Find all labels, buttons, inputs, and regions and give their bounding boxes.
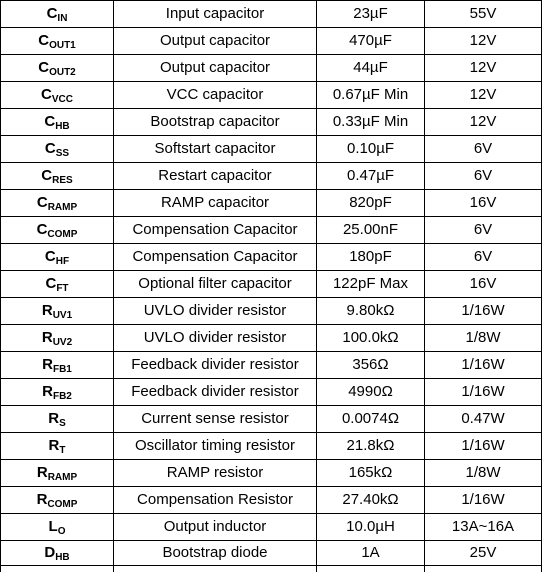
component-rating: 55V: [425, 1, 542, 28]
designator-subscript: O: [57, 526, 66, 537]
designator-subscript: RAMP: [47, 202, 78, 213]
component-rating: 1/16W: [425, 487, 542, 514]
reference-designator: [1, 136, 114, 163]
table-row: [1, 190, 542, 217]
designator-symbol: R: [41, 302, 53, 319]
component-value: 10.0µH: [317, 514, 425, 541]
table-row: [1, 514, 542, 541]
table-row: [1, 406, 542, 433]
table-row: [1, 298, 542, 325]
component-rating: 12V: [425, 55, 542, 82]
designator-symbol: C: [44, 113, 56, 130]
component-rating: 16V: [425, 190, 542, 217]
reference-designator: [1, 271, 114, 298]
reference-designator: [1, 82, 114, 109]
reference-designator: [1, 433, 114, 460]
component-rating: 1/16W: [425, 298, 542, 325]
reference-designator: [1, 244, 114, 271]
empty-cell: [1, 566, 114, 572]
designator-symbol: C: [45, 275, 57, 292]
table-row: [1, 271, 542, 298]
component-description: Bootstrap capacitor: [114, 109, 317, 136]
empty-cell: [317, 566, 425, 572]
designator-subscript: SS: [55, 148, 70, 159]
empty-cell: [114, 566, 317, 572]
reference-designator: [1, 325, 114, 352]
reference-designator: [1, 28, 114, 55]
designator-symbol: C: [36, 194, 48, 211]
table-row-cutoff: [1, 566, 542, 572]
component-rating: 13A~16A: [425, 514, 542, 541]
designator-subscript: S: [59, 418, 66, 429]
designator-symbol: C: [36, 221, 48, 238]
designator-symbol: C: [38, 32, 50, 49]
empty-cell: [425, 566, 542, 572]
component-value: 21.8kΩ: [317, 433, 425, 460]
reference-designator: [1, 352, 114, 379]
component-rating: 6V: [425, 244, 542, 271]
designator-symbol: C: [41, 86, 52, 103]
component-value: 180pF: [317, 244, 425, 271]
table-row: [1, 460, 542, 487]
component-value: 9.80kΩ: [317, 298, 425, 325]
designator-symbol: R: [48, 437, 60, 454]
table-row: [1, 487, 542, 514]
designator-subscript: FT: [56, 283, 69, 294]
component-table-body: [1, 1, 542, 572]
component-value: 0.47µF: [317, 163, 425, 190]
component-value: 100.0kΩ: [317, 325, 425, 352]
table-row: [1, 325, 542, 352]
designator-symbol: R: [48, 410, 60, 427]
table-row: [1, 1, 542, 28]
component-description: RAMP resistor: [114, 460, 317, 487]
component-rating: 12V: [425, 109, 542, 136]
table-row: [1, 217, 542, 244]
designator-subscript: FB2: [52, 391, 72, 402]
designator-symbol: R: [41, 329, 53, 346]
reference-designator: [1, 379, 114, 406]
component-description: Feedback divider resistor: [114, 379, 317, 406]
component-value: 0.10µF: [317, 136, 425, 163]
reference-designator: [1, 217, 114, 244]
component-description: Current sense resistor: [114, 406, 317, 433]
component-rating: 6V: [425, 136, 542, 163]
table-row: [1, 541, 542, 566]
designator-symbol: R: [36, 464, 48, 481]
component-value: 165kΩ: [317, 460, 425, 487]
designator-subscript: UV1: [52, 310, 73, 321]
designator-subscript: RAMP: [47, 472, 78, 483]
component-description: Output capacitor: [114, 28, 317, 55]
component-description: RAMP capacitor: [114, 190, 317, 217]
reference-designator: [1, 109, 114, 136]
designator-subscript: COMP: [47, 499, 78, 510]
component-value: 0.33µF Min: [317, 109, 425, 136]
designator-symbol: C: [46, 5, 58, 22]
component-rating: 1/16W: [425, 433, 542, 460]
designator-symbol: C: [44, 140, 56, 157]
reference-designator: [1, 514, 114, 541]
component-value: 1A: [317, 541, 425, 566]
component-value: 4990Ω: [317, 379, 425, 406]
component-rating: 6V: [425, 217, 542, 244]
component-rating: 12V: [425, 82, 542, 109]
component-value: 23µF: [317, 1, 425, 28]
designator-symbol: L: [48, 518, 58, 535]
component-value: 27.40kΩ: [317, 487, 425, 514]
designator-symbol: C: [44, 248, 56, 265]
component-value: 44µF: [317, 55, 425, 82]
designator-symbol: C: [38, 59, 50, 76]
component-rating: 12V: [425, 28, 542, 55]
component-value: 820pF: [317, 190, 425, 217]
component-value: 25.00nF: [317, 217, 425, 244]
component-description: VCC capacitor: [114, 82, 317, 109]
component-rating: 6V: [425, 163, 542, 190]
component-description: Input capacitor: [114, 1, 317, 28]
reference-designator: [1, 487, 114, 514]
designator-subscript: UV2: [52, 337, 73, 348]
designator-subscript: IN: [57, 13, 68, 24]
component-rating: 1/16W: [425, 352, 542, 379]
component-description: Output capacitor: [114, 55, 317, 82]
designator-subscript: HB: [55, 552, 70, 563]
designator-subscript: T: [59, 445, 66, 456]
designator-subscript: OUT2: [49, 67, 76, 78]
component-value: 0.67µF Min: [317, 82, 425, 109]
designator-symbol: R: [42, 383, 53, 400]
reference-designator: [1, 460, 114, 487]
reference-designator: [1, 298, 114, 325]
designator-symbol: R: [36, 491, 48, 508]
table-row: [1, 352, 542, 379]
reference-designator: [1, 55, 114, 82]
component-rating: 1/16W: [425, 379, 542, 406]
component-rating: 0.47W: [425, 406, 542, 433]
component-rating: 1/8W: [425, 325, 542, 352]
table-row: [1, 82, 542, 109]
table-row: [1, 379, 542, 406]
component-description: Feedback divider resistor: [114, 352, 317, 379]
component-value: 122pF Max: [317, 271, 425, 298]
component-rating: 1/8W: [425, 460, 542, 487]
table-row: [1, 28, 542, 55]
component-description: Compensation Capacitor: [114, 217, 317, 244]
component-description: Compensation Resistor: [114, 487, 317, 514]
designator-subscript: HF: [55, 256, 70, 267]
designator-symbol: C: [41, 167, 53, 184]
reference-designator: [1, 163, 114, 190]
reference-designator: [1, 190, 114, 217]
table-row: [1, 55, 542, 82]
component-description: Bootstrap diode: [114, 541, 317, 566]
designator-subscript: OUT1: [49, 40, 76, 51]
table-row: [1, 136, 542, 163]
designator-subscript: COMP: [47, 229, 78, 240]
component-value: 356Ω: [317, 352, 425, 379]
designator-subscript: HB: [55, 121, 70, 132]
component-rating: 25V: [425, 541, 542, 566]
component-description: Restart capacitor: [114, 163, 317, 190]
component-value: 0.0074Ω: [317, 406, 425, 433]
reference-designator: [1, 1, 114, 28]
component-description: UVLO divider resistor: [114, 298, 317, 325]
component-description: UVLO divider resistor: [114, 325, 317, 352]
table-row: [1, 109, 542, 136]
component-description: Softstart capacitor: [114, 136, 317, 163]
designator-symbol: R: [42, 356, 53, 373]
reference-designator: [1, 541, 114, 566]
component-value: 470µF: [317, 28, 425, 55]
component-rating: 16V: [425, 271, 542, 298]
reference-designator: [1, 406, 114, 433]
designator-symbol: D: [44, 544, 56, 561]
table-row: [1, 244, 542, 271]
designator-subscript: RES: [52, 175, 73, 186]
component-description: Compensation Capacitor: [114, 244, 317, 271]
component-description: Optional filter capacitor: [114, 271, 317, 298]
table-row: [1, 433, 542, 460]
designator-subscript: FB1: [52, 364, 72, 375]
designator-subscript: VCC: [51, 94, 73, 105]
table-row: [1, 163, 542, 190]
component-description: Output inductor: [114, 514, 317, 541]
component-description: Oscillator timing resistor: [114, 433, 317, 460]
